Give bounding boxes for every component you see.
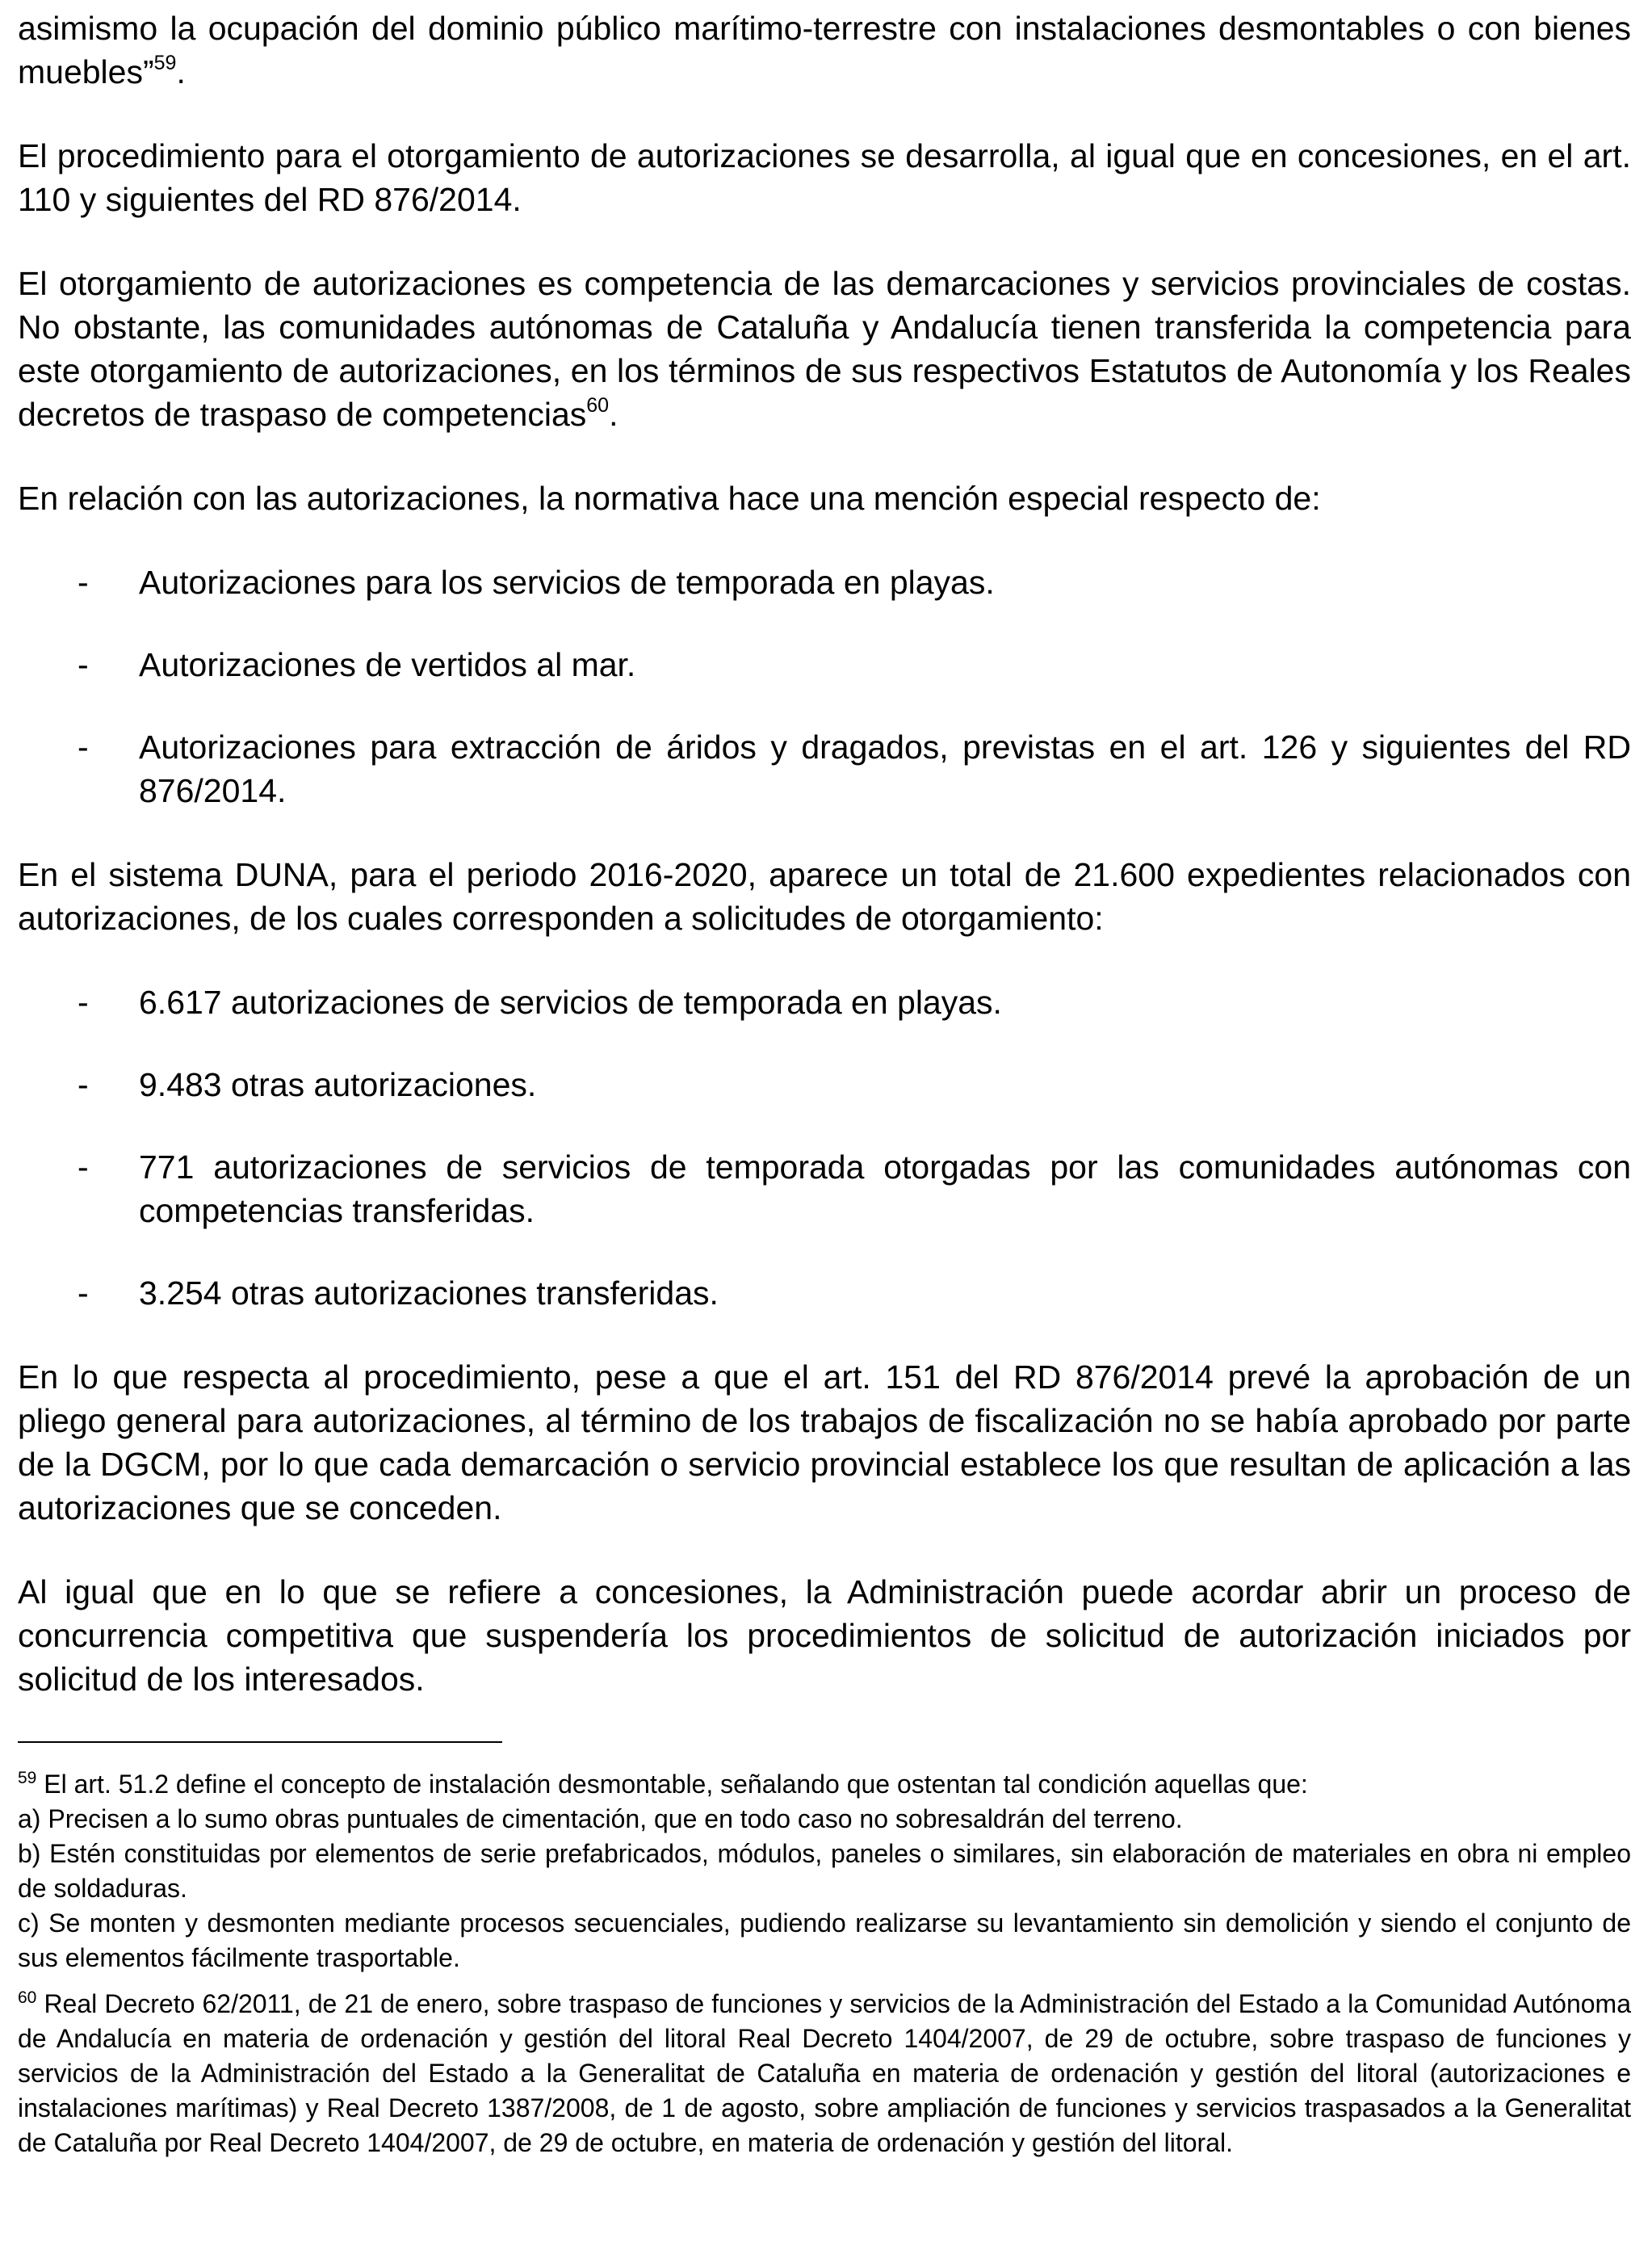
footnote-60: $^{60}$ Real Decreto 62/2011, de 21 de enero, sobre traspaso de funciones y servicios de la Administración del Estado a la Comunidad Autónoma de Andalucía en materia de ordenación y gestión del litoral Real Decreto 1404/2007, de 29 de octubre, sobre traspaso de funciones y servicios de la Administración del Estado a la Generalitat de Cataluña en materia de ordenación y gestión del litoral (autorizaciones e instalaciones marítimas) y Real Decreto 1387/2008, de 1 de agosto, sobre ampliación de funciones y servicios traspasados a la Generalitat de Cataluña por Real Decreto 1404/2007, de 29 de octubre, en materia de ordenación y gestión del litoral. [18, 1988, 1631, 2157]
dash-marker: - [78, 1274, 89, 1312]
list-item: - 3.254 otras autorizaciones transferidas. [18, 1271, 1631, 1315]
paragraph-special-mention: En relación con las autorizaciones, la normativa hace una mención especial respecto de: [18, 480, 1321, 517]
document-body [18, 6, 1631, 1701]
footnotes [18, 1741, 1631, 2160]
dash-marker: - [78, 1066, 89, 1103]
footnote-number: 59 [18, 1769, 37, 1787]
dash-marker: - [78, 1148, 89, 1186]
dash-marker: - [78, 728, 89, 766]
footnote-number: 60 [18, 1988, 37, 2007]
footnote-59: $^{59}$ El art. 51.2 define el concepto de instalación desmontable, señalando que ostentan tal condición aquellas que: a) Precisen a lo sumo obras puntuales de cimentación, que en todo caso no sobresaldrán del terreno. b) Estén constituidas por elementos de serie prefabricados, módulos, paneles o similares, sin elaboración de materiales en obra ni empleo de soldaduras. c) Se monten y desmonten mediante procesos secuenciales, pudiendo realizarse su levantamiento sin demolición y siendo el conjunto de sus elementos fácilmente trasportable. [18, 1767, 1631, 1975]
list-item: - 6.617 autorizaciones de servicios de temporada en playas. [18, 980, 1631, 1024]
footnote-ref-59[interactable]: 59 [153, 52, 177, 74]
paragraph-duna-system: En el sistema DUNA, para el periodo 2016-2020, aparece un total de 21.600 expedientes relacionados con autorizaciones, de los cuales corresponden a solicitudes de otorgamiento: [18, 856, 1631, 937]
list-item: - Autorizaciones de vertidos al mar. [18, 643, 1631, 686]
paragraph-procedure: El procedimiento para el otorgamiento de autorizaciones se desarrolla, al igual que en concesiones, en el art. 110 y siguientes del RD 876/2014. [18, 137, 1631, 218]
list-item: - Autorizaciones para extracción de áridos y dragados, previstas en el art. 126 y siguientes del RD 876/2014. [18, 725, 1631, 812]
paragraph-intro: asimismo la ocupación del dominio público marítimo-terrestre con instalaciones desmontables o con bienes muebles”$^{59}$. [18, 10, 1631, 90]
dash-marker: - [78, 564, 89, 601]
footnote-separator [18, 1741, 502, 1743]
footnote-item-c: c) Se monten y desmonten mediante procesos secuenciales, pudiendo realizarse su levantamiento sin demolición y siendo el conjunto de sus elementos fácilmente trasportable. [18, 1908, 1631, 1972]
paragraph-general-specifications: En lo que respecta al procedimiento, pese a que el art. 151 del RD 876/2014 prevé la aprobación de un pliego general para autorizaciones, al término de los trabajos de fiscalización no se había aprobado por parte de la DGCM, por lo que cada demarcación o servicio provincial establece los que resultan de aplicación a las autorizaciones que se conceden. [18, 1358, 1631, 1526]
paragraph-competitive-process: Al igual que en lo que se refiere a concesiones, la Administración puede acordar abrir un proceso de concurrencia competitiva que suspendería los procedimientos de solicitud de autorización iniciados por solicitud de los interesados. [18, 1573, 1631, 1698]
footnote-ref-60[interactable]: 60 [586, 394, 610, 417]
dash-marker: - [78, 984, 89, 1021]
footnote-item-b: b) Estén constituidas por elementos de serie prefabricados, módulos, paneles o similares, sin elaboración de materiales en obra ni empleo de soldaduras. [18, 1839, 1631, 1903]
list-item: - Autorizaciones para los servicios de temporada en playas. [18, 560, 1631, 604]
list-authorization-types [18, 560, 1631, 812]
list-authorization-counts [18, 980, 1631, 1315]
paragraph-competence: El otorgamiento de autorizaciones es competencia de las demarcaciones y servicios provinciales de costas. No obstante, las comunidades autónomas de Cataluña y Andalucía tienen transferida la competencia para este otorgamiento de autorizaciones, en los términos de sus respectivos Estatutos de Autonomía y los Reales decretos de traspaso de competencias$^{60}$. [18, 265, 1631, 433]
dash-marker: - [78, 646, 89, 683]
list-item: - 9.483 otras autorizaciones. [18, 1063, 1631, 1106]
footnote-item-a: a) Precisen a lo sumo obras puntuales de cimentación, que en todo caso no sobresaldrán del terreno. [18, 1804, 1183, 1833]
list-item: - 771 autorizaciones de servicios de temporada otorgadas por las comunidades autónomas con competencias transferidas. [18, 1145, 1631, 1232]
